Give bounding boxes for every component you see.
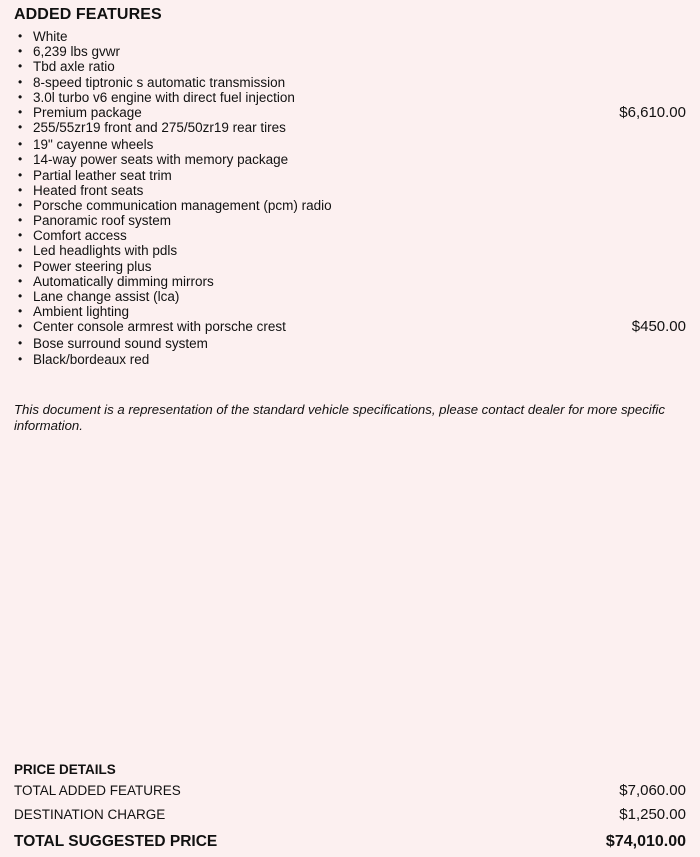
price-row-destination-charge <box>14 803 686 827</box>
feature-item <box>18 44 686 59</box>
feature-label: Bose surround sound system <box>33 336 208 352</box>
feature-item <box>18 120 686 137</box>
feature-label: Black/bordeaux red <box>33 351 150 367</box>
bullet-icon: • <box>18 137 23 152</box>
feature-item <box>18 274 686 289</box>
feature-item <box>18 168 686 183</box>
feature-label: Tbd axle ratio <box>33 59 115 75</box>
feature-item <box>18 137 686 152</box>
feature-item <box>18 105 686 120</box>
bullet-icon: • <box>18 351 23 366</box>
disclaimer-text: This document is a representation of the standard vehicle specifications, please contact dealer for more specific information. <box>14 402 665 433</box>
bullet-icon: • <box>18 319 23 334</box>
price-details-section <box>14 760 686 853</box>
feature-label: Panoramic roof system <box>33 213 172 229</box>
feature-item <box>18 213 686 228</box>
bullet-icon: • <box>18 104 23 119</box>
feature-item <box>18 59 686 74</box>
feature-item <box>18 228 686 243</box>
price-label: DESTINATION CHARGE <box>14 807 166 822</box>
bullet-icon: • <box>18 273 23 288</box>
feature-label: 255/55zr19 front and 275/50zr19 rear tires <box>33 120 286 136</box>
feature-item <box>18 259 686 274</box>
feature-item <box>18 29 686 44</box>
feature-label: Automatically dimming mirrors <box>33 273 214 289</box>
feature-item <box>18 336 686 351</box>
feature-label: Comfort access <box>33 228 127 244</box>
feature-price: $450.00 <box>631 318 686 336</box>
bullet-icon: • <box>18 89 23 104</box>
bullet-icon: • <box>18 152 23 167</box>
feature-label: 14-way power seats with memory package <box>33 152 289 168</box>
bullet-icon: • <box>18 258 23 273</box>
feature-label: Led headlights with pdls <box>33 243 178 259</box>
feature-label: Center console armrest with porsche crest <box>33 319 286 335</box>
price-value: $74,010.00 <box>605 833 686 850</box>
price-value: $7,060.00 <box>619 782 686 799</box>
bullet-icon: • <box>18 213 23 228</box>
feature-item <box>18 183 686 198</box>
bullet-icon: • <box>18 336 23 351</box>
price-details-title: PRICE DETAILS <box>14 762 116 777</box>
feature-label: Lane change assist (lca) <box>33 289 180 304</box>
bullet-icon: • <box>18 182 23 197</box>
feature-item <box>18 90 686 105</box>
feature-label: Ambient lighting <box>33 304 130 320</box>
feature-item <box>18 289 686 304</box>
feature-item <box>18 243 686 258</box>
feature-item <box>18 319 686 336</box>
feature-item <box>18 352 686 367</box>
bullet-icon: • <box>18 59 23 74</box>
feature-item <box>18 304 686 319</box>
price-row-total-added-features <box>14 779 686 803</box>
feature-label: 8-speed tiptronic s automatic transmission <box>33 74 286 90</box>
bullet-icon: • <box>18 304 23 319</box>
bullet-icon: • <box>18 29 23 43</box>
added-features-list <box>18 29 686 367</box>
bullet-icon: • <box>18 197 23 212</box>
feature-item <box>18 198 686 213</box>
bullet-icon: • <box>18 74 23 89</box>
bullet-icon: • <box>18 243 23 258</box>
added-features-title: ADDED FEATURES <box>14 6 162 23</box>
price-label: TOTAL ADDED FEATURES <box>14 783 181 798</box>
feature-label: Heated front seats <box>33 182 144 198</box>
feature-label: White <box>33 29 68 44</box>
feature-label: Power steering plus <box>33 258 152 274</box>
feature-label: Partial leather seat trim <box>33 167 172 183</box>
price-label: TOTAL SUGGESTED PRICE <box>14 833 218 850</box>
feature-item <box>18 75 686 90</box>
bullet-icon: • <box>18 228 23 243</box>
feature-label: Porsche communication management (pcm) radio <box>33 197 332 213</box>
feature-price: $6,610.00 <box>619 103 686 121</box>
bullet-icon: • <box>18 167 23 182</box>
feature-label: Premium package <box>33 104 142 120</box>
feature-label: 3.0l turbo v6 engine with direct fuel injection <box>33 89 295 105</box>
bullet-icon: • <box>18 289 23 303</box>
price-value: $1,250.00 <box>619 806 686 823</box>
bullet-icon: • <box>18 120 23 135</box>
bullet-icon: • <box>18 44 23 59</box>
feature-item <box>18 152 686 167</box>
feature-label: 6,239 lbs gvwr <box>33 44 121 60</box>
price-row-total-suggested-price <box>14 827 686 853</box>
feature-label: 19" cayenne wheels <box>33 137 154 153</box>
